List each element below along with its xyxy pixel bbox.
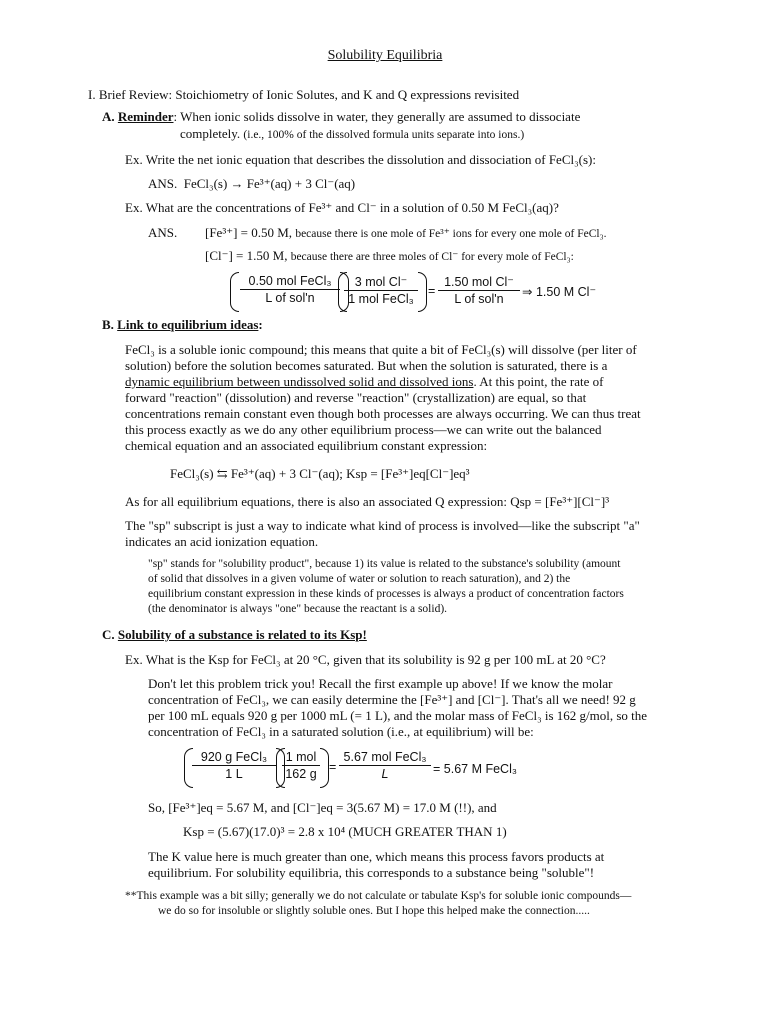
underlined-phrase: dynamic equilibrium between undissolved solid and dissolved ions	[125, 374, 474, 389]
paragraph-line: forward "reaction" (dissolution) and reverse "reaction" (crystallization) are equal, so that	[125, 390, 587, 405]
fraction-mass	[192, 750, 276, 781]
fraction-numerator: 0.50 mol FeCl₃	[240, 274, 340, 290]
paragraph-line: solution) before the solution becomes saturated. But when the solution is saturated, there is a	[125, 358, 608, 373]
answer-2-line1	[205, 224, 606, 242]
fe-explanation: because there is one mole of Fe³⁺ ions for every one mole of FeCl₃.	[295, 228, 607, 240]
fraction-numerator: 3 mol Cl⁻	[344, 274, 418, 291]
section-a-line1	[102, 108, 580, 125]
paragraph-line: concentrations remain constant even though both processes are always occurring. We can thus treat	[125, 406, 641, 421]
answer-1-equation: FeCl₃(s) → Fe³⁺(aq) + 3 Cl⁻(aq)	[183, 176, 356, 191]
sp-line: The "sp" subscript is just a way to indicate what kind of process is involved—like the subscript "a"	[125, 518, 640, 533]
fraction-numerator: 5.67 mol FeCl₃	[339, 750, 431, 766]
example-2: Ex. What are the concentrations of Fe³⁺ and Cl⁻ in a solution of 0.50 M FeCl₃(aq)?	[125, 200, 559, 215]
page-title: Solubility Equilibria	[327, 48, 443, 63]
cl-concentration: [Cl⁻] = 1.50 M,	[205, 248, 288, 263]
cl-explanation: because there are three moles of Cl⁻ for every mole of FeCl₃:	[290, 251, 574, 263]
example-c: Ex. What is the Ksp for FeCl₃ at 20 °C, given that its solubility is 92 g per 100 mL at 20 °C?	[125, 652, 606, 667]
example-1: Ex. Write the net ionic equation that describes the dissolution and dissociation of FeCl₃(s):	[125, 152, 596, 167]
section-a-line2	[180, 125, 524, 143]
fraction-molarity	[240, 274, 340, 305]
fraction-denominator: L	[381, 767, 389, 781]
section-c-title: Solubility of a substance is related to its Ksp!	[117, 627, 367, 642]
section-a-label: A.	[102, 109, 115, 124]
fraction-denominator: 1 L	[225, 767, 243, 781]
fraction-denominator: 1 mol FeCl₃	[348, 292, 414, 306]
answer-2-line2	[205, 247, 574, 265]
fe-concentration: [Fe³⁺] = 0.50 M,	[205, 225, 293, 240]
fraction-denominator: 162 g	[285, 767, 317, 781]
paragraph-text: . At this point, the rate of	[473, 374, 604, 389]
paragraph-line: concentration of FeCl₃ in a saturated solution (i.e., at equilibrium) will be:	[148, 724, 534, 739]
section-heading: I. Brief Review: Stoichiometry of Ionic Solutes, and K and Q expressions revisited	[88, 87, 520, 102]
fraction-denominator: L of sol'n	[265, 291, 315, 305]
section-a-text2: completely.	[180, 126, 241, 141]
paragraph-line: concentration of FeCl₃, we can easily determine the [Fe³⁺] and [Cl⁻]. That's all we need! 92 g	[148, 692, 636, 707]
fraction-ratio	[344, 274, 418, 306]
fraction-concentration	[339, 750, 431, 781]
section-b-title: Link to equilibrium ideas	[117, 317, 259, 332]
result-text: ⇒ 1.50 M Cl⁻	[522, 285, 597, 299]
ksp-line: Ksp = (5.67)(17.0)³ = 2.8 x 10⁴ (MUCH GREATER THAN 1)	[183, 824, 507, 839]
equilibrium-equation: FeCl₃(s) ⇆ Fe³⁺(aq) + 3 Cl⁻(aq); Ksp = [Fe³⁺]eq[Cl⁻]eq³	[170, 466, 470, 481]
fraction-numerator: 920 g FeCl₃	[192, 750, 276, 766]
section-b-heading	[102, 316, 263, 333]
right-paren	[320, 748, 329, 788]
answer-2-label: ANS.	[148, 225, 178, 240]
k-line: The K value here is much greater than one, which means this process favors products at	[148, 849, 605, 864]
paragraph-line: chemical equation and an associated equilibrium constant expression:	[125, 438, 488, 453]
paragraph-line: per 100 mL equals 920 g per 1000 mL (= 1 L), and the molar mass of FeCl₃ is 162 g/mol, so the	[148, 708, 648, 723]
fraction-denominator: L of sol'n	[454, 292, 504, 306]
section-a-text: : When ionic solids dissolve in water, they generally are assumed to dissociate	[173, 109, 581, 124]
answer-1-label: ANS.	[148, 176, 178, 191]
result-text: = 5.67 M FeCl₃	[433, 762, 517, 776]
sp-line: indicates an acid ionization equation.	[125, 534, 319, 549]
fraction-result	[438, 274, 520, 306]
note-line: (the denominator is always "one" because the reactant is a solid).	[148, 603, 448, 615]
fraction-molar-mass	[282, 750, 320, 781]
paragraph-line: Don't let this problem trick you! Recall the first example up above! If we know the molar	[148, 676, 613, 691]
equals-sign: =	[329, 760, 337, 774]
footnote-line: we do so for insoluble or slightly soluble ones. But I hope this helped make the connection.....	[158, 905, 590, 917]
answer-1	[148, 175, 355, 192]
equals-sign: =	[428, 284, 436, 298]
section-a-text2b: (i.e., 100% of the dissolved formula units separate into ions.)	[243, 129, 525, 141]
section-c-label: C.	[102, 627, 115, 642]
fraction-numerator: 1.50 mol Cl⁻	[438, 274, 520, 291]
q-expression-line: As for all equilibrium equations, there is also an associated Q expression: Qsp = [Fe³⁺][Cl⁻]³	[125, 494, 610, 509]
section-c-heading	[102, 626, 367, 643]
right-paren	[418, 272, 427, 312]
paragraph-line: this process exactly as we do any other equilibrium process—we can write out the balanced	[125, 422, 602, 437]
footnote-line: **This example was a bit silly; generally we do not calculate or tabulate Ksp's for soluble ionic compounds—	[125, 890, 632, 902]
note-line: equilibrium constant expression in these kinds of processes is always a product of concentration factors	[148, 588, 624, 600]
so-line: So, [Fe³⁺]eq = 5.67 M, and [Cl⁻]eq = 3(5.67 M) = 17.0 M (!!), and	[148, 800, 497, 815]
paragraph-line: FeCl₃ is a soluble ionic compound; this means that quite a bit of FeCl₃(s) will dissolve (per liter of	[125, 342, 637, 357]
note-line: "sp" stands for "solubility product", because 1) its value is related to the substance's solubility (amount	[148, 558, 621, 570]
paragraph-line	[125, 373, 603, 390]
k-line: equilibrium. For solubility equilibria, this corresponds to a substance being "soluble"!	[148, 865, 595, 880]
fraction-numerator: 1 mol	[282, 750, 320, 766]
section-b-colon: :	[258, 317, 263, 332]
section-a-title: Reminder	[117, 109, 174, 124]
note-line: of solid that dissolves in a given volume of water or solution to reach saturation), and 2) the	[148, 573, 571, 585]
left-paren	[230, 272, 239, 312]
section-b-label: B.	[102, 317, 114, 332]
